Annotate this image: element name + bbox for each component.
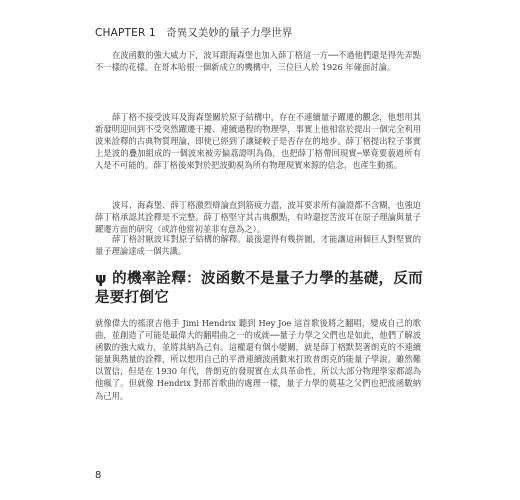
paragraph-5: 就像偉大的搖滾吉他手 Jimi Hendrix 聽到 Hey Joe 這首歌後將之翻唱，變成自己的歌曲，並創造了可能是最偉大的翻唱曲之一的成就──量子力學之父們也是如此，他們了解波函數的強大威力，並將其納為己有。這權還有個小變關，就是薛丁格默契著朗克的不連續能量與熱量的詮釋，所以想用自己的平滑連續波函數來打敗普朗克的能量子學說。雖然難以置信，但是在 1930 年代，普朗克的發現實在太具革命性，所以大部分物理學家都認為他瘋了。但就像 Hendrix 對那首歌曲的處理一樣，量子力學的奠基之父們也把波函數納為己用。 bbox=[95, 318, 421, 401]
chapter-label: CHAPTER 1 bbox=[95, 27, 156, 39]
chapter-title: 奇異又美妙的量子力學世界 bbox=[166, 27, 293, 39]
section-heading: ψ 的機率詮釋：波函數不是量子力學的基礎，反而是要打倒它 bbox=[95, 271, 423, 306]
page-number: 8 bbox=[95, 470, 102, 481]
paragraph-1: 在波函數的強大威力下，波耳跟海森堡也加入薛丁格這一方──不過他們還是得先弄點不一樣的花樣。在哥本哈根一個新成立的機構中，三位巨人於 1926 年碰面討論。 bbox=[95, 50, 421, 73]
paragraph-2: 薛丁格不接受波耳及海森堡關於原子結構中，存在不連續量子躍遷的觀念，他想用其新發明迎回到不受突然躍遷干擾、連續過程的物理學，事實上他相當於提出一個完全利用波來詮釋的古典物質理論，即使已經到了讓疑較子是否存在的地步。薛丁格提出粒子事實上是波的疊加組成的一個波來被旁偏荔證明為偽，也把薛丁格帶回現實─畢竟要藐過所有人是不可能的。薛丁格後來對於把波動視為所有物理現實來源的信念，也產生動搖。 bbox=[95, 112, 421, 171]
paragraph-4: 薛丁格討厭波耳對原子結構的解釋。最後還得有幾拼圖，才能讓這兩個巨人對堅實的量子理論達成一個共識。 bbox=[95, 234, 421, 257]
running-header bbox=[95, 25, 292, 40]
paragraph-3: 波耳、海森堡、薛丁格激烈辯論直到筋疲力盡，波耳要求所有論證都不含糊，也強迫薛丁格承認其詮釋是不完整。薛丁格堅守其古典觀點，有時還挖苦波耳在原子理論與量子躍遷方面的研究（或許他當初並非有意為之）。 bbox=[95, 200, 421, 235]
